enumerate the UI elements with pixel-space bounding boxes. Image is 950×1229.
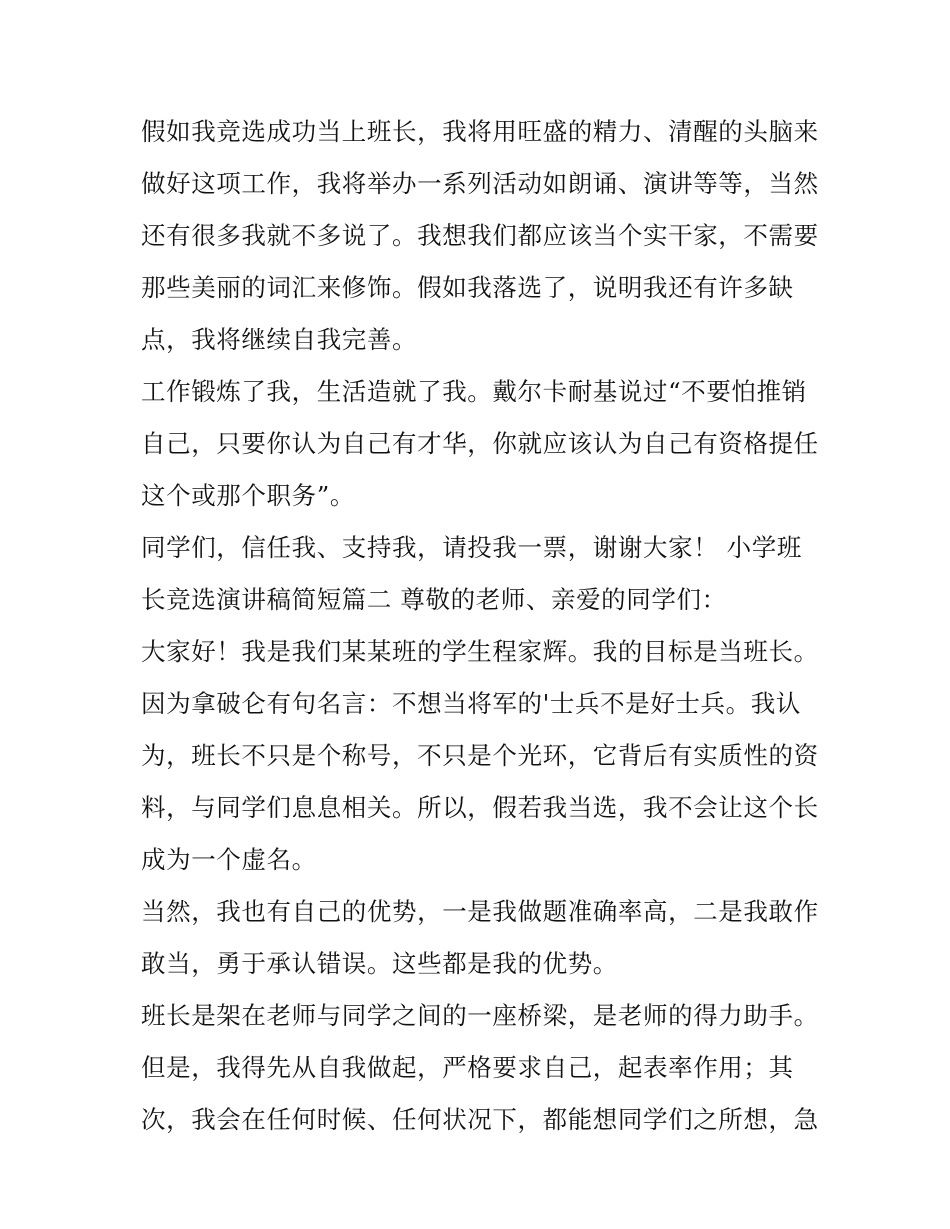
text-line: 还有很多我就不多说了。我想我们都应该当个实干家，不需要: [141, 221, 819, 250]
text-line: 但是，我得先从自我做起，严格要求自己，起表率作用；其: [141, 1053, 794, 1082]
text-line: 为，班长不只是个称号，不只是个光环，它背后有实质性的资: [141, 741, 819, 770]
text-line: 同学们，信任我、支持我，请投我一票，谢谢大家！ 小学班: [141, 533, 802, 562]
text-line: 自己，只要你认为自己有才华，你就应该认为自己有资格提任: [141, 429, 819, 458]
text-line: 班长是架在老师与同学之间的一座桥梁，是老师的得力助手。: [141, 1001, 819, 1030]
text-line: 敢当，勇于承认错误。这些都是我的优势。: [141, 949, 618, 978]
text-line: 那些美丽的词汇来修饰。假如我落选了，说明我还有许多缺: [141, 273, 794, 302]
text-line: 做好这项工作，我将举办一系列活动如朗诵、演讲等等，当然: [141, 169, 819, 198]
text-line: 大家好！我是我们某某班的学生程家辉。我的目标是当班长。: [141, 637, 819, 666]
text-line: 因为拿破仑有句名言：不想当将军的'士兵不是好士兵。我认: [141, 689, 801, 718]
text-line: 长竞选演讲稿简短篇二 尊敬的老师、亲爱的同学们：: [141, 585, 727, 614]
text-line: 这个或那个职务”。: [141, 481, 355, 510]
text-line: 假如我竞选成功当上班长，我将用旺盛的精力、清醒的头脑来: [141, 117, 819, 146]
document-body: [141, 106, 821, 1146]
text-line: 料，与同学们息息相关。所以，假若我当选，我不会让这个长: [141, 793, 819, 822]
text-line: 次，我会在任何时候、任何状况下，都能想同学们之所想，急: [141, 1105, 819, 1134]
text-line: 工作锻炼了我，生活造就了我。戴尔卡耐基说过“不要怕推销: [141, 377, 807, 406]
text-line: 当然，我也有自己的优势，一是我做题准确率高，二是我敢作: [141, 897, 819, 926]
text-line: 成为一个虚名。: [141, 845, 317, 874]
text-line: 点，我将继续自我完善。: [141, 325, 418, 354]
